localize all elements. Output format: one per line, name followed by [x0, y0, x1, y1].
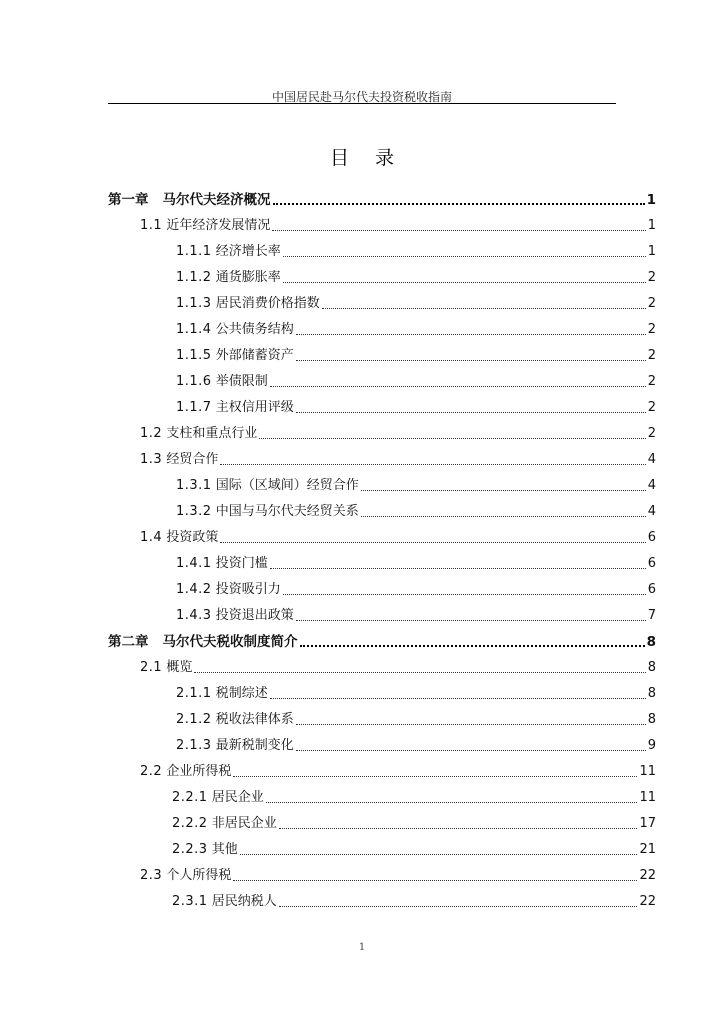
toc-entry[interactable]: [140, 422, 656, 442]
toc-entry-number: 1.1.4: [176, 322, 212, 337]
toc-entry[interactable]: [176, 370, 656, 390]
dot-leader: [279, 828, 638, 829]
toc-page-number: 11: [639, 764, 656, 779]
toc-entry-title: 居民纳税人: [211, 894, 277, 909]
toc-entry[interactable]: [176, 682, 656, 702]
toc-page-number: 8: [647, 686, 656, 701]
toc-entry-title: 投资退出政策: [215, 608, 294, 623]
dot-leader: [283, 282, 646, 283]
toc-entry[interactable]: [176, 578, 656, 598]
dot-leader: [270, 386, 646, 387]
toc-entry-title: 中国与马尔代夫经贸关系: [215, 504, 359, 519]
toc-page-number: 2: [647, 374, 656, 389]
toc-chapter-label: 第二章: [108, 634, 149, 650]
toc-entry[interactable]: [140, 760, 656, 780]
dot-leader: [283, 594, 646, 595]
toc-page-number: 17: [639, 816, 656, 831]
toc-entry[interactable]: [176, 734, 656, 754]
toc-entry[interactable]: [176, 708, 656, 728]
toc-entry-number: 1.4.3: [176, 608, 212, 623]
toc-page-number: 1: [647, 218, 656, 233]
toc-entry-title: 经济增长率: [215, 244, 281, 259]
toc-entry-title: 居民企业: [211, 790, 264, 805]
toc-entry[interactable]: [172, 838, 656, 858]
toc-page-number: 11: [639, 790, 656, 805]
toc-page-number: 1: [646, 192, 656, 208]
toc-entry-title: 马尔代夫税收制度简介: [162, 634, 298, 650]
toc-page-number: 4: [647, 452, 656, 467]
toc-entry-title: 近年经济发展情况: [166, 218, 271, 233]
toc-page-number: 2: [647, 322, 656, 337]
toc-entry-number: 2.3.1: [172, 894, 208, 909]
toc-page-number: 4: [647, 504, 656, 519]
dot-leader: [296, 412, 646, 413]
toc-page-number: 7: [647, 608, 656, 623]
dot-leader: [233, 880, 637, 881]
toc-page-number: 6: [647, 530, 656, 545]
dot-leader: [259, 438, 645, 439]
toc-page-number: 2: [647, 426, 656, 441]
toc-page-number: 2: [647, 296, 656, 311]
toc-entry[interactable]: [140, 864, 656, 884]
toc-entry[interactable]: [176, 344, 656, 364]
toc-entry-number: 2.2.3: [172, 842, 208, 857]
toc-page-number: 9: [647, 738, 656, 753]
toc-entry-title: 投资政策: [166, 530, 219, 545]
toc-entry-title: 概览: [166, 660, 193, 675]
dot-leader: [296, 334, 646, 335]
dot-leader: [240, 854, 638, 855]
dot-leader: [272, 230, 645, 231]
toc-entry-title: 通货膨胀率: [215, 270, 281, 285]
dot-leader: [233, 776, 637, 777]
dot-leader: [273, 203, 645, 205]
toc-entry-number: 1.1.3: [176, 296, 212, 311]
toc-page-number: 6: [647, 582, 656, 597]
dot-leader: [296, 724, 646, 725]
page-number-footer: 1: [358, 942, 366, 953]
toc-entry[interactable]: [172, 786, 656, 806]
toc-entry-title: 投资门槛: [215, 556, 268, 571]
toc-chapter-label: 第一章: [108, 192, 149, 208]
toc-entry-number: 1.1: [140, 218, 163, 233]
toc-entry[interactable]: [108, 188, 656, 208]
toc-entry[interactable]: [140, 448, 656, 468]
toc-title: 目录: [329, 147, 420, 169]
toc-entry-number: 1.3.2: [176, 504, 212, 519]
toc-page-number: 2: [647, 400, 656, 415]
toc-entry[interactable]: [176, 266, 656, 286]
toc-entry-title: 国际（区域间）经贸合作: [215, 478, 359, 493]
toc-entry-title: 外部储蓄资产: [215, 348, 294, 363]
toc-entry-title: 税收法律体系: [215, 712, 294, 727]
toc-entry-number: 2.1.3: [176, 738, 212, 753]
toc-page-number: 8: [646, 634, 656, 650]
toc-entry-number: 2.1.2: [176, 712, 212, 727]
toc-page-number: 8: [647, 712, 656, 727]
dot-leader: [270, 568, 646, 569]
toc-entry[interactable]: [172, 890, 656, 910]
toc-entry-number: 2.2: [140, 764, 163, 779]
toc-entry-number: 1.3: [140, 452, 163, 467]
toc-entry-number: 1.2: [140, 426, 163, 441]
toc-entry-title: 个人所得税: [166, 868, 232, 883]
dot-leader: [361, 490, 646, 491]
toc-entry-title: 最新税制变化: [215, 738, 294, 753]
toc-entry[interactable]: [176, 292, 656, 312]
dot-leader: [300, 645, 645, 647]
toc-page-number: 2: [647, 270, 656, 285]
toc-page-number: 4: [647, 478, 656, 493]
dot-leader: [279, 906, 638, 907]
toc-entry-title: 投资吸引力: [215, 582, 281, 597]
toc-entry[interactable]: [176, 240, 656, 260]
toc-entry[interactable]: [140, 526, 656, 546]
toc-page-number: 2: [647, 348, 656, 363]
toc-entry-title: 经贸合作: [166, 452, 219, 467]
toc-entry[interactable]: [140, 656, 656, 676]
toc-entry-number: 1.1.2: [176, 270, 212, 285]
toc-entry-title: 企业所得税: [166, 764, 232, 779]
toc-entry[interactable]: [140, 214, 656, 234]
toc-entry-number: 2.3: [140, 868, 163, 883]
toc-page-number: 21: [639, 842, 656, 857]
toc-entry[interactable]: [176, 318, 656, 338]
toc-entry[interactable]: [176, 500, 656, 520]
toc-entry-number: 2.2.1: [172, 790, 208, 805]
toc-entry-number: 2.1: [140, 660, 163, 675]
toc-page-number: 22: [639, 868, 656, 883]
header-rule: [108, 103, 616, 104]
dot-leader: [220, 542, 645, 543]
toc-entry-title: 举债限制: [215, 374, 268, 389]
toc-page-number: 1: [647, 244, 656, 259]
toc-entry-title: 主权信用评级: [215, 400, 294, 415]
dot-leader: [270, 698, 646, 699]
toc-entry-title: 支柱和重点行业: [166, 426, 258, 441]
dot-leader: [296, 620, 646, 621]
toc-entry-title: 公共债务结构: [215, 322, 294, 337]
toc-page-number: 22: [639, 894, 656, 909]
dot-leader: [361, 516, 646, 517]
toc-page-number: 8: [647, 660, 656, 675]
toc-entry-number: 1.1.6: [176, 374, 212, 389]
toc-entry-title: 非居民企业: [211, 816, 277, 831]
running-header: 中国居民赴马尔代夫投资税收指南: [271, 90, 452, 104]
toc-entry-title: 居民消费价格指数: [215, 296, 320, 311]
dot-leader: [266, 802, 638, 803]
dot-leader: [220, 464, 645, 465]
toc-entry-title: 马尔代夫经济概况: [162, 192, 271, 208]
toc-entry[interactable]: [176, 552, 656, 572]
toc-entry-number: 1.4.2: [176, 582, 212, 597]
toc-entry-number: 1.1.7: [176, 400, 212, 415]
toc-entry[interactable]: [172, 812, 656, 832]
dot-leader: [322, 308, 646, 309]
toc-entry[interactable]: [176, 604, 656, 624]
toc-entry-number: 1.3.1: [176, 478, 212, 493]
toc-entry[interactable]: [176, 474, 656, 494]
toc-entry-number: 1.4: [140, 530, 163, 545]
toc-entry-title: 其他: [211, 842, 238, 857]
toc-entry-number: 1.1.1: [176, 244, 212, 259]
toc-page-number: 6: [647, 556, 656, 571]
toc-entry[interactable]: [176, 396, 656, 416]
toc-entry-title: 税制综述: [215, 686, 268, 701]
toc-entry-number: 2.1.1: [176, 686, 212, 701]
toc-entry-number: 1.1.5: [176, 348, 212, 363]
toc-entry-number: 1.4.1: [176, 556, 212, 571]
toc-entry[interactable]: [108, 630, 656, 650]
dot-leader: [283, 256, 646, 257]
toc-entry-number: 2.2.2: [172, 816, 208, 831]
dot-leader: [194, 672, 645, 673]
dot-leader: [296, 750, 646, 751]
dot-leader: [296, 360, 646, 361]
